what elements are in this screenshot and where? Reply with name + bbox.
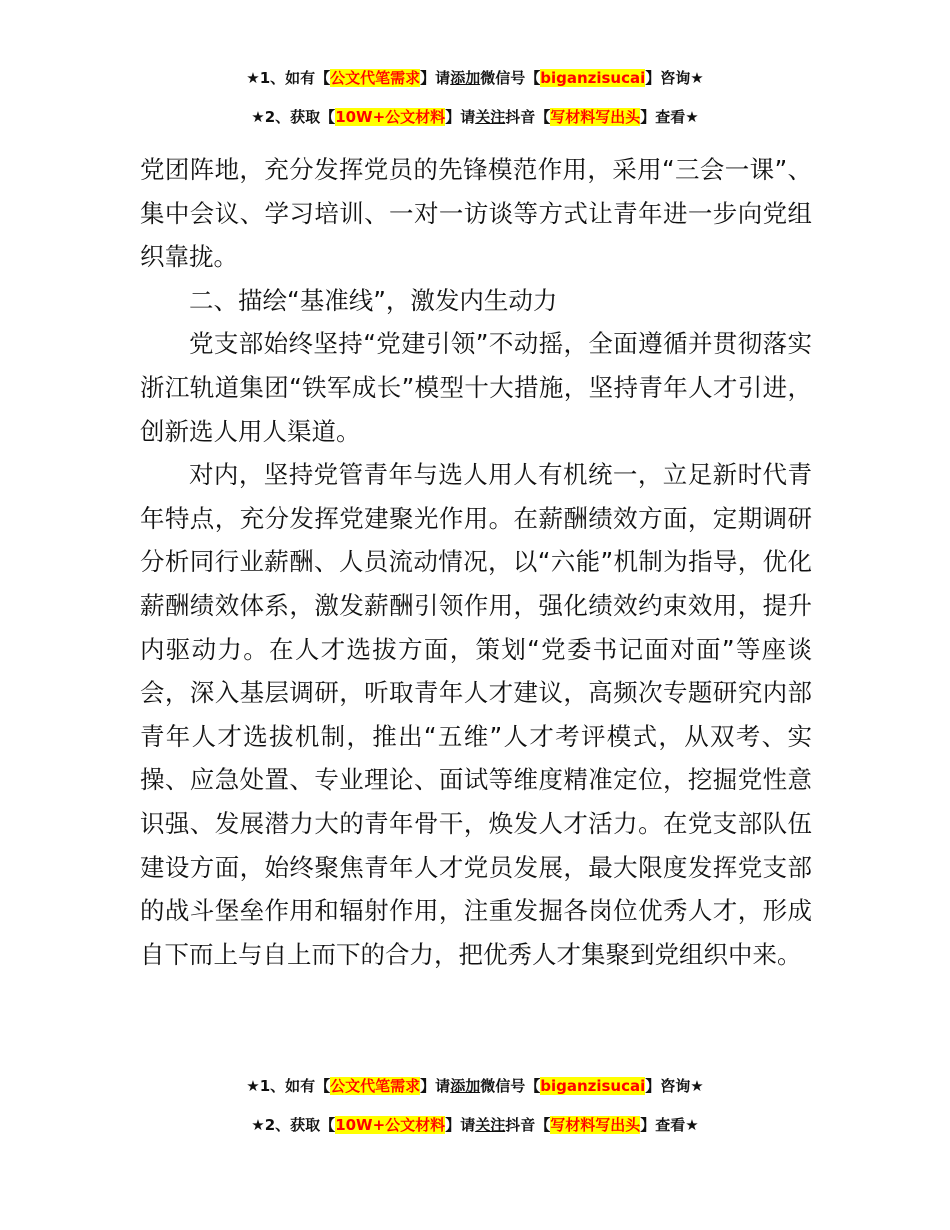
footer-banner-line-1: [0, 1075, 950, 1097]
banner-highlight: biganzisucai: [540, 69, 646, 87]
banner-text: 抖音【: [505, 1116, 551, 1134]
banner-text: 】请: [420, 69, 451, 87]
banner-highlight: 写材料写出头: [550, 108, 641, 126]
banner-suffix: 】咨询★: [645, 69, 704, 87]
banner-emphasis: 添加: [450, 69, 481, 87]
banner-prefix: ★2、获取【: [251, 1116, 336, 1134]
banner-suffix: 】咨询★: [645, 1077, 704, 1095]
banner-text: 微信号【: [480, 1077, 541, 1095]
paragraph: 对内，坚持党管青年与选人用人有机统一，立足新时代青年特点，充分发挥党建聚光作用。在薪酬绩效方面，定期调研分析同行业薪酬、人员流动情况，以“六能”机制为指导，优化薪酬绩效体系，激发薪酬引领作用，强化绩效约束效用，提升内驱动力。在人才选拔方面，策划“党委书记面对面”等座谈会，深入基层调研，听取青年人才建议，高频次专题研究内部青年人才选拔机制，推出“五维”人才考评模式，从双考、实操、应急处置、专业理论、面试等维度精准定位，挖掘党性意识强、发展潜力大的青年骨干，焕发人才活力。在党支部队伍建设方面，始终聚焦青年人才党员发展，最大限度发挥党支部的战斗堡垒作用和辐射作用，注重发掘各岗位优秀人才，形成自下而上与自上而下的合力，把优秀人才集聚到党组织中来。: [140, 460, 812, 969]
banner-suffix: 】查看★: [640, 1116, 699, 1134]
banner-suffix: 】查看★: [640, 108, 699, 126]
header-banner-line-1: [0, 67, 950, 89]
banner-highlight: biganzisucai: [540, 1077, 646, 1095]
banner-highlight: 10W+公文材料: [335, 1116, 446, 1134]
banner-highlight: 10W+公文材料: [335, 108, 446, 126]
banner-prefix: ★1、如有【: [246, 1077, 331, 1095]
banner-highlight: 公文代笔需求: [330, 1077, 421, 1095]
banner-emphasis: 添加: [450, 1077, 481, 1095]
banner-text: 】请: [420, 1077, 451, 1095]
banner-emphasis: 关注: [475, 1116, 506, 1134]
banner-text: 微信号【: [480, 69, 541, 87]
header-banner-line-2: [0, 106, 950, 128]
banner-text: 】请: [445, 108, 476, 126]
banner-text: 抖音【: [505, 108, 551, 126]
banner-highlight: 写材料写出头: [550, 1116, 641, 1134]
banner-highlight: 公文代笔需求: [330, 69, 421, 87]
paragraph-continued: 党团阵地，充分发挥党员的先锋模范作用，采用“三会一课”、集中会议、学习培训、一对一访谈等方式让青年进一步向党组织靠拢。: [140, 155, 812, 272]
footer-banner-line-2: [0, 1114, 950, 1136]
banner-prefix: ★2、获取【: [251, 108, 336, 126]
banner-text: 】请: [445, 1116, 476, 1134]
banner-emphasis: 关注: [475, 108, 506, 126]
document-body: [140, 148, 812, 976]
paragraph: 党支部始终坚持“党建引领”不动摇，全面遵循并贯彻落实浙江轨道集团“铁军成长”模型十大措施，坚持青年人才引进，创新选人用人渠道。: [140, 329, 812, 446]
section-heading: 二、描绘“基准线”，激发内生动力: [189, 285, 558, 315]
banner-prefix: ★1、如有【: [246, 69, 331, 87]
